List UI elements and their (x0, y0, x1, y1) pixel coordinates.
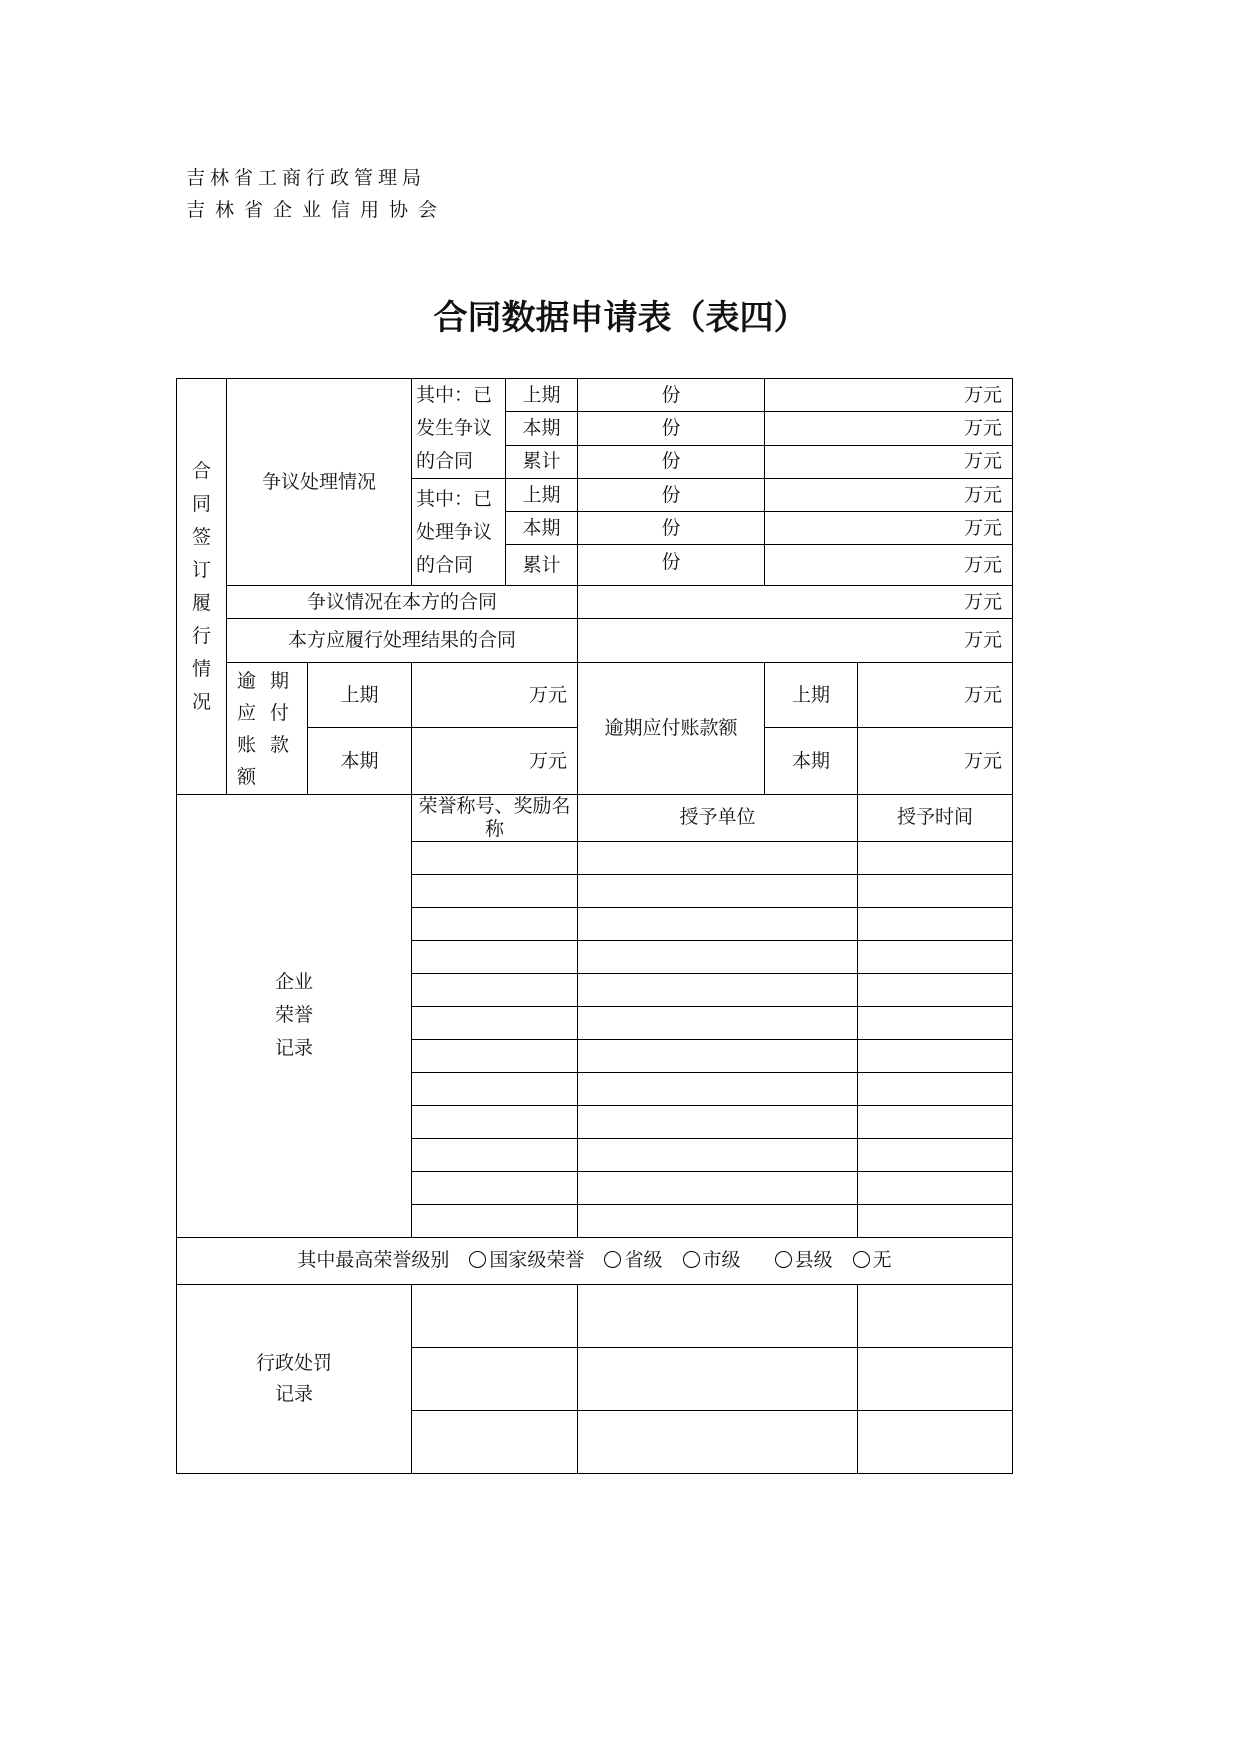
overdue-right-curr-label: 本期 (765, 728, 858, 795)
honor-time-cell[interactable] (858, 1204, 1013, 1237)
g2-curr-label: 本期 (506, 512, 578, 545)
g1-prev-amount[interactable] (765, 379, 1013, 412)
honor-time-cell[interactable] (858, 907, 1013, 940)
option-none[interactable]: 无 (839, 1249, 892, 1271)
unit-count: 份 (661, 551, 681, 573)
g2-prev-count[interactable] (578, 479, 765, 512)
honor-name-cell[interactable] (412, 907, 578, 940)
honor-time-cell[interactable] (858, 940, 1013, 973)
penalty-col1-cell[interactable] (412, 1347, 578, 1410)
honor-unit-cell[interactable] (578, 973, 858, 1006)
highest-level-row (177, 1237, 1013, 1284)
highest-level-label: 其中最高荣誉级别 (297, 1249, 450, 1272)
penalty-col3-cell[interactable] (858, 1347, 1013, 1410)
radio-circle-icon[interactable] (853, 1251, 870, 1268)
unit-count: 份 (661, 516, 681, 539)
g2-total-label: 累计 (506, 545, 578, 586)
honor-unit-cell[interactable] (578, 1072, 858, 1105)
honor-unit-cell[interactable] (578, 1171, 858, 1204)
overdue-left-prev-amount[interactable] (412, 663, 578, 728)
unit-money: 万元 (964, 383, 1003, 406)
unit-money: 万元 (964, 516, 1003, 539)
section-label-contract (177, 379, 227, 795)
g2-total-amount[interactable] (765, 545, 1013, 586)
overdue-label-mid: 逾期应付账款额 (578, 663, 765, 795)
unit-count: 份 (661, 450, 681, 473)
honor-col-unit: 授予单位 (578, 795, 858, 842)
overdue-label-left: 逾期应付账款额 (227, 663, 308, 795)
fulfill-amount[interactable] (578, 619, 1013, 663)
unit-money: 万元 (529, 683, 568, 706)
honor-time-cell[interactable] (858, 1039, 1013, 1072)
unit-money: 万元 (529, 749, 568, 772)
option-provincial[interactable]: 省级 (590, 1249, 662, 1271)
honor-unit-cell[interactable] (578, 907, 858, 940)
honor-name-cell[interactable] (412, 874, 578, 907)
section-label-honor-text: 企业 荣誉 记录 (275, 971, 314, 1060)
honor-name-cell[interactable] (412, 1171, 578, 1204)
honor-time-cell[interactable] (858, 841, 1013, 874)
honor-time-cell[interactable] (858, 1171, 1013, 1204)
honor-time-cell[interactable] (858, 1138, 1013, 1171)
overdue-right-prev-label: 上期 (765, 663, 858, 728)
honor-unit-cell[interactable] (578, 1006, 858, 1039)
g1-curr-amount[interactable] (765, 412, 1013, 445)
g1-prev-count[interactable] (578, 379, 765, 412)
honor-time-cell[interactable] (858, 1006, 1013, 1039)
g2-curr-amount[interactable] (765, 512, 1013, 545)
g1-curr-label: 本期 (506, 412, 578, 445)
honor-name-cell[interactable] (412, 841, 578, 874)
overdue-left-prev-label: 上期 (308, 663, 412, 728)
penalty-col2-cell[interactable] (578, 1347, 858, 1410)
penalty-col3-cell[interactable] (858, 1410, 1013, 1473)
form-title: 合同数据申请表（表四） (433, 298, 808, 338)
honor-name-cell[interactable] (412, 940, 578, 973)
honor-name-cell[interactable] (412, 1105, 578, 1138)
unit-money: 万元 (964, 629, 1003, 652)
own-party-label: 争议情况在本方的合同 (227, 586, 578, 619)
g1-prev-label: 上期 (506, 379, 578, 412)
unit-money: 万元 (964, 683, 1003, 706)
penalty-col2-cell[interactable] (578, 1410, 858, 1473)
honor-unit-cell[interactable] (578, 841, 858, 874)
honor-name-cell[interactable] (412, 1138, 578, 1171)
g2-prev-amount[interactable] (765, 479, 1013, 512)
dispute-label: 争议处理情况 (262, 470, 377, 493)
honor-name-cell[interactable] (412, 1204, 578, 1237)
honor-name-cell[interactable] (412, 1072, 578, 1105)
g1-total-amount[interactable] (765, 445, 1013, 478)
penalty-col1-cell[interactable] (412, 1410, 578, 1473)
penalty-col1-cell[interactable] (412, 1284, 578, 1347)
unit-money: 万元 (964, 553, 1003, 576)
group2-label: 其中：已处理争议的合同 (412, 479, 506, 586)
application-form-table (176, 378, 1013, 1474)
section-label-penalty-text: 行政处罚 记录 (256, 1351, 333, 1405)
unit-money: 万元 (964, 450, 1003, 473)
overdue-left-curr-amount[interactable] (412, 728, 578, 795)
radio-circle-icon[interactable] (604, 1251, 621, 1268)
g2-prev-label: 上期 (506, 479, 578, 512)
honor-col-name: 荣誉称号、奖励名称 (412, 795, 578, 842)
radio-circle-icon[interactable] (775, 1251, 792, 1268)
honor-name-cell[interactable] (412, 973, 578, 1006)
option-national[interactable]: 国家级荣誉 (455, 1249, 584, 1271)
issuer-line-2: 吉林省企业信用协会 (186, 199, 448, 221)
overdue-left-curr-label: 本期 (308, 728, 412, 795)
group1-label: 其中：已发生争议的合同 (412, 379, 506, 479)
unit-money: 万元 (964, 417, 1003, 440)
honor-name-cell[interactable] (412, 1006, 578, 1039)
g1-total-count[interactable] (578, 445, 765, 478)
g2-curr-count[interactable] (578, 512, 765, 545)
radio-circle-icon[interactable] (683, 1251, 700, 1268)
g1-total-label: 累计 (506, 445, 578, 478)
honor-unit-cell[interactable] (578, 1204, 858, 1237)
honor-unit-cell[interactable] (578, 940, 858, 973)
section-label-penalty (177, 1284, 412, 1473)
honor-time-cell[interactable] (858, 1072, 1013, 1105)
g1-curr-count[interactable] (578, 412, 765, 445)
penalty-col2-cell[interactable] (578, 1284, 858, 1347)
honor-col-time: 授予时间 (858, 795, 1013, 842)
honor-unit-cell[interactable] (578, 1105, 858, 1138)
radio-circle-icon[interactable] (469, 1251, 486, 1268)
option-city[interactable]: 市级 (669, 1249, 741, 1271)
honor-time-cell[interactable] (858, 1105, 1013, 1138)
g2-total-count[interactable] (578, 545, 765, 586)
section-label-contract-text: 合 同 签 订 履 行 情 况 (191, 459, 211, 713)
unit-money: 万元 (964, 483, 1003, 506)
overdue-right-curr-amount[interactable] (858, 728, 1013, 795)
honor-name-cell[interactable] (412, 1039, 578, 1072)
honor-unit-cell[interactable] (578, 1039, 858, 1072)
unit-money: 万元 (964, 749, 1003, 772)
honor-unit-cell[interactable] (578, 874, 858, 907)
unit-count: 份 (661, 417, 681, 440)
option-county[interactable]: 县级 (761, 1249, 833, 1271)
unit-money: 万元 (964, 590, 1003, 613)
honor-time-cell[interactable] (858, 874, 1013, 907)
section-label-honor (177, 795, 412, 1238)
dispute-label-cell (227, 379, 412, 586)
honor-time-cell[interactable] (858, 973, 1013, 1006)
fulfill-label: 本方应履行处理结果的合同 (227, 619, 578, 663)
own-party-amount[interactable] (578, 586, 1013, 619)
overdue-right-prev-amount[interactable] (858, 663, 1013, 728)
unit-count: 份 (661, 483, 681, 506)
unit-count: 份 (661, 383, 681, 406)
honor-unit-cell[interactable] (578, 1138, 858, 1171)
issuer-line-1: 吉林省工商行政管理局 (186, 167, 427, 189)
penalty-col3-cell[interactable] (858, 1284, 1013, 1347)
